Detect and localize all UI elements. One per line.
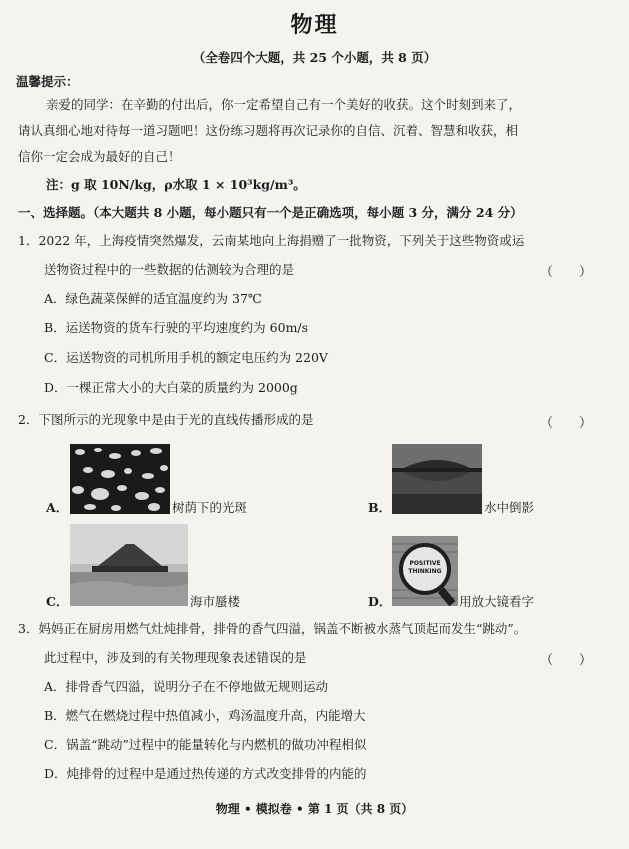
option-a: A．排骨香气四溢，说明分子在不停地做无规则运动	[44, 679, 329, 694]
page-subtitle: （全卷四个大题，共 25 个小题，共 8 页）	[192, 50, 437, 65]
option-d: D．炖排骨的过程中是通过热传递的方式改变排骨的内能的	[44, 766, 367, 781]
question-2-stem: 2．下图所示的光现象中是由于光的直线传播形成的是	[18, 412, 314, 427]
option-b-label: B．	[368, 500, 392, 515]
question-3-stem: 此过程中，涉及到的有关物理现象表述错误的是	[44, 650, 307, 665]
option-d: D．一棵正常大小的大白菜的质量约为 2000g	[44, 380, 298, 395]
question-1-stem: 送物资过程中的一些数据的估测较为合理的是	[44, 262, 295, 277]
option-b: B．运送物资的货车行驶的平均速度约为 60m/s	[44, 320, 309, 335]
answer-bracket: （ ）	[540, 416, 593, 431]
page-title: 物理	[290, 12, 339, 38]
magnifier-photo	[392, 536, 458, 606]
option-d-label: D．	[368, 594, 392, 609]
option-c: C．锅盖“跳动”过程中的能量转化与内燃机的做功冲程相似	[44, 737, 367, 752]
tree-shade-photo	[70, 444, 170, 514]
notice-line: 亲爱的同学：在辛勤的付出后，你一定希望自己有一个美好的收获。这个时刻到来了，	[46, 97, 522, 112]
option-d-caption: 用放大镜看字	[459, 594, 535, 609]
option-a: A．绿色蔬菜保鲜的适宜温度约为 37℃	[44, 291, 262, 306]
option-b: B．燃气在燃烧过程中热值减小，鸡汤温度升高，内能增大	[44, 708, 366, 723]
answer-bracket: （ ）	[540, 653, 593, 668]
option-c: C．运送物资的司机所用手机的额定电压约为 220V	[44, 350, 328, 365]
answer-bracket: （ ）	[540, 265, 593, 280]
section-heading: 一、选择题。（本大题共 8 小题，每小题只有一个是正确选项，每小题 3 分，满分 24 分）	[18, 205, 523, 220]
option-c-caption: 海市蜃楼	[190, 594, 241, 609]
option-b-caption: 水中倒影	[484, 500, 535, 515]
notice-heading: 温馨提示：	[16, 74, 79, 89]
option-a-caption: 树荫下的光斑	[172, 500, 248, 515]
notice-line: 信你一定会成为最好的自己！	[18, 149, 181, 164]
question-3-stem: 3．妈妈正在厨房用燃气灶炖排骨，排骨的香气四溢，锅盖不断被水蒸气顶起而发生“跳动”。	[18, 621, 527, 636]
question-1-stem: 1．2022 年，上海疫情突然爆发，云南某地向上海捐赠了一批物资，下列关于这些物资或运	[18, 233, 525, 248]
page-footer: 物理 • 模拟卷 • 第 1 页（共 8 页）	[215, 802, 414, 816]
option-a-label: A．	[46, 500, 69, 515]
mirage-photo	[70, 524, 188, 606]
water-reflection-photo	[392, 444, 482, 514]
option-c-label: C．	[46, 594, 69, 609]
magnifier-lens-text: POSITIVE THINKING	[408, 560, 442, 575]
notice-line: 请认真细心地对待每一道习题吧！这份练习题将再次记录你的自信、沉着、智慧和收获，相	[18, 123, 519, 138]
constants-note: 注：g 取 10N/kg，ρ水取 1 × 10³kg/m³。	[46, 177, 306, 192]
